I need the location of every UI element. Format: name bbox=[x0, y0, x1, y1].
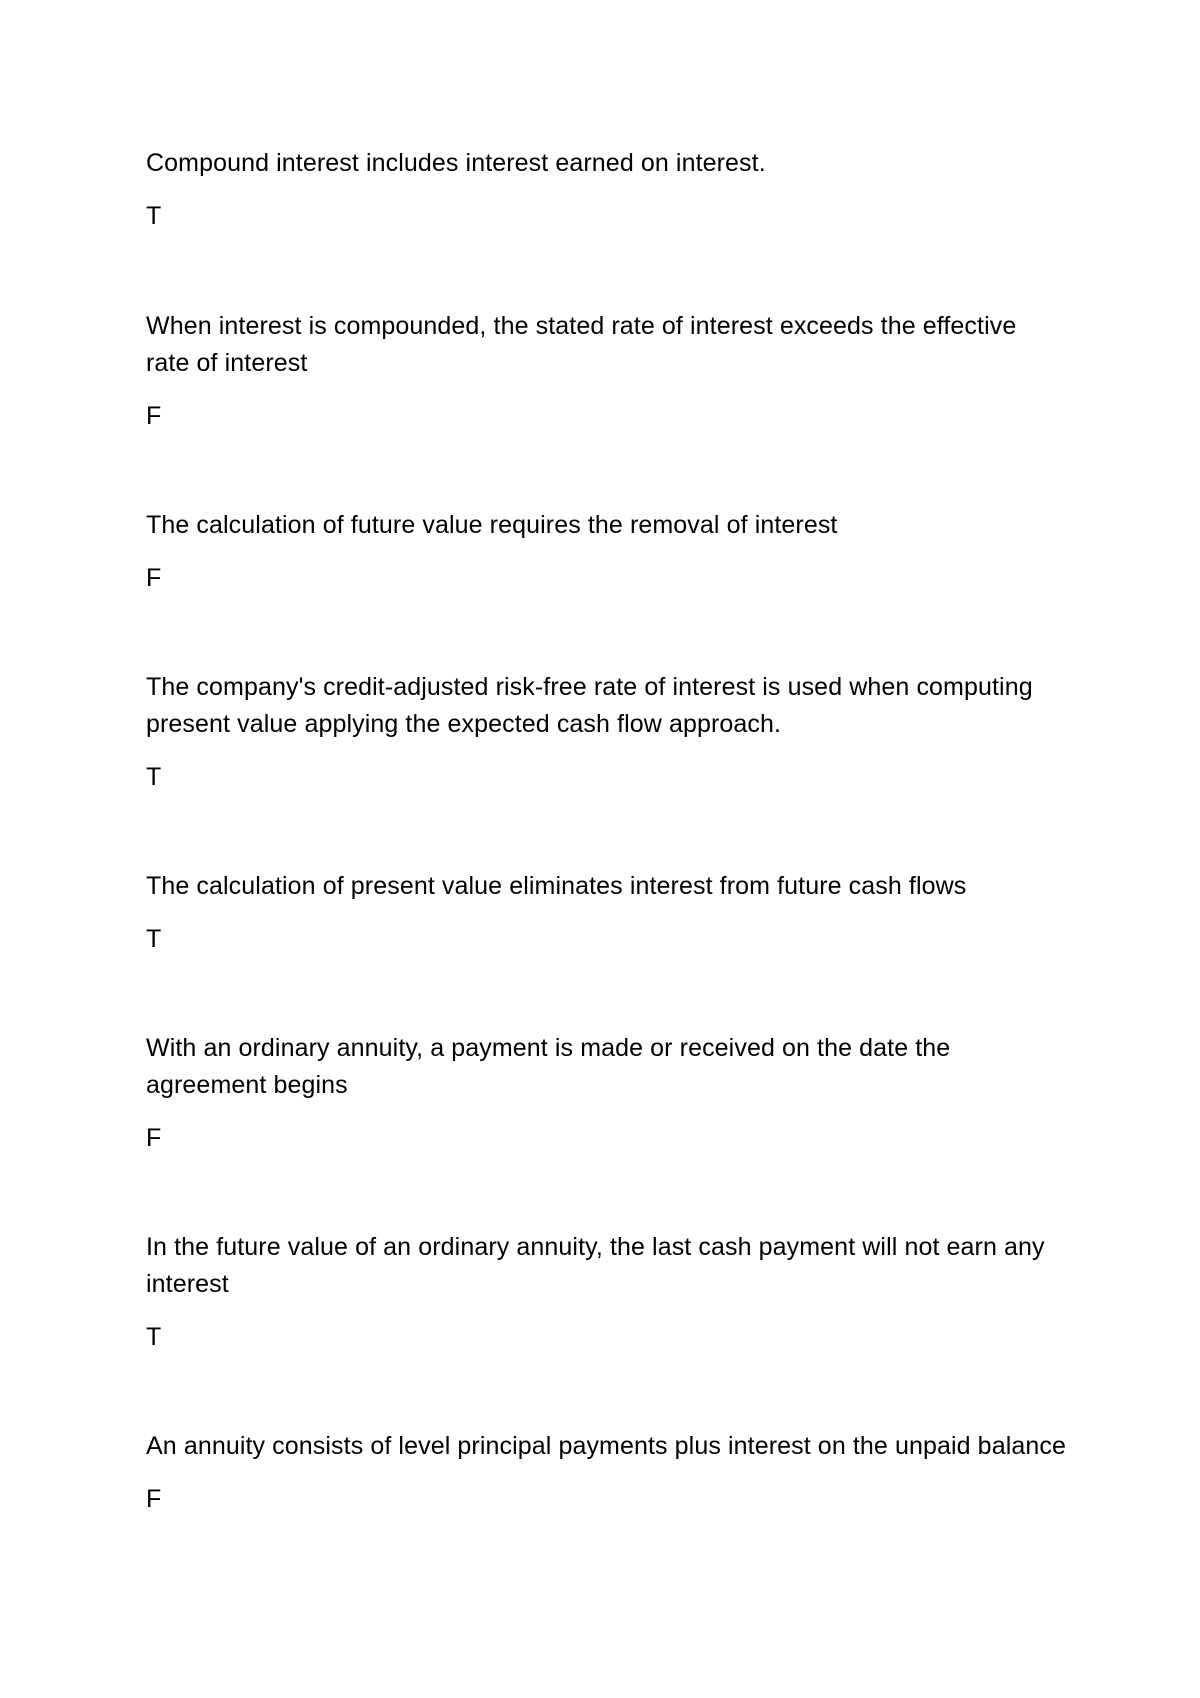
answer-text: F bbox=[146, 564, 162, 592]
answer-text: T bbox=[146, 763, 162, 791]
question-text: In the future value of an ordinary annuity, the last cash payment will not earn any interest bbox=[146, 1233, 1045, 1298]
question-text: When interest is compounded, the stated rate of interest exceeds the effective rate of interest bbox=[146, 312, 1017, 377]
answer-text: F bbox=[146, 402, 162, 430]
question-item-6 bbox=[146, 1030, 1066, 1157]
question-item-2 bbox=[146, 308, 1066, 435]
question-text: The calculation of future value requires the removal of interest bbox=[146, 511, 838, 539]
question-text: The calculation of present value eliminates interest from future cash flows bbox=[146, 872, 967, 900]
question-text: An annuity consists of level principal payments plus interest on the unpaid balance bbox=[146, 1432, 1066, 1460]
question-item-7 bbox=[146, 1229, 1066, 1356]
question-item-8 bbox=[146, 1428, 1066, 1518]
question-item-3 bbox=[146, 507, 1066, 597]
question-item-5 bbox=[146, 868, 1066, 958]
question-item-4 bbox=[146, 669, 1066, 796]
question-text: Compound interest includes interest earned on interest. bbox=[146, 149, 766, 177]
answer-text: F bbox=[146, 1124, 162, 1152]
answer-text: T bbox=[146, 202, 162, 230]
answer-text: T bbox=[146, 1323, 162, 1351]
answer-text: F bbox=[146, 1485, 162, 1513]
answer-text: T bbox=[146, 925, 162, 953]
question-text: With an ordinary annuity, a payment is made or received on the date the agreement begins bbox=[146, 1034, 951, 1099]
question-item-1 bbox=[146, 145, 1066, 235]
question-text: The company's credit-adjusted risk-free rate of interest is used when computing present value applying the expected cash flow approach. bbox=[146, 673, 1033, 738]
